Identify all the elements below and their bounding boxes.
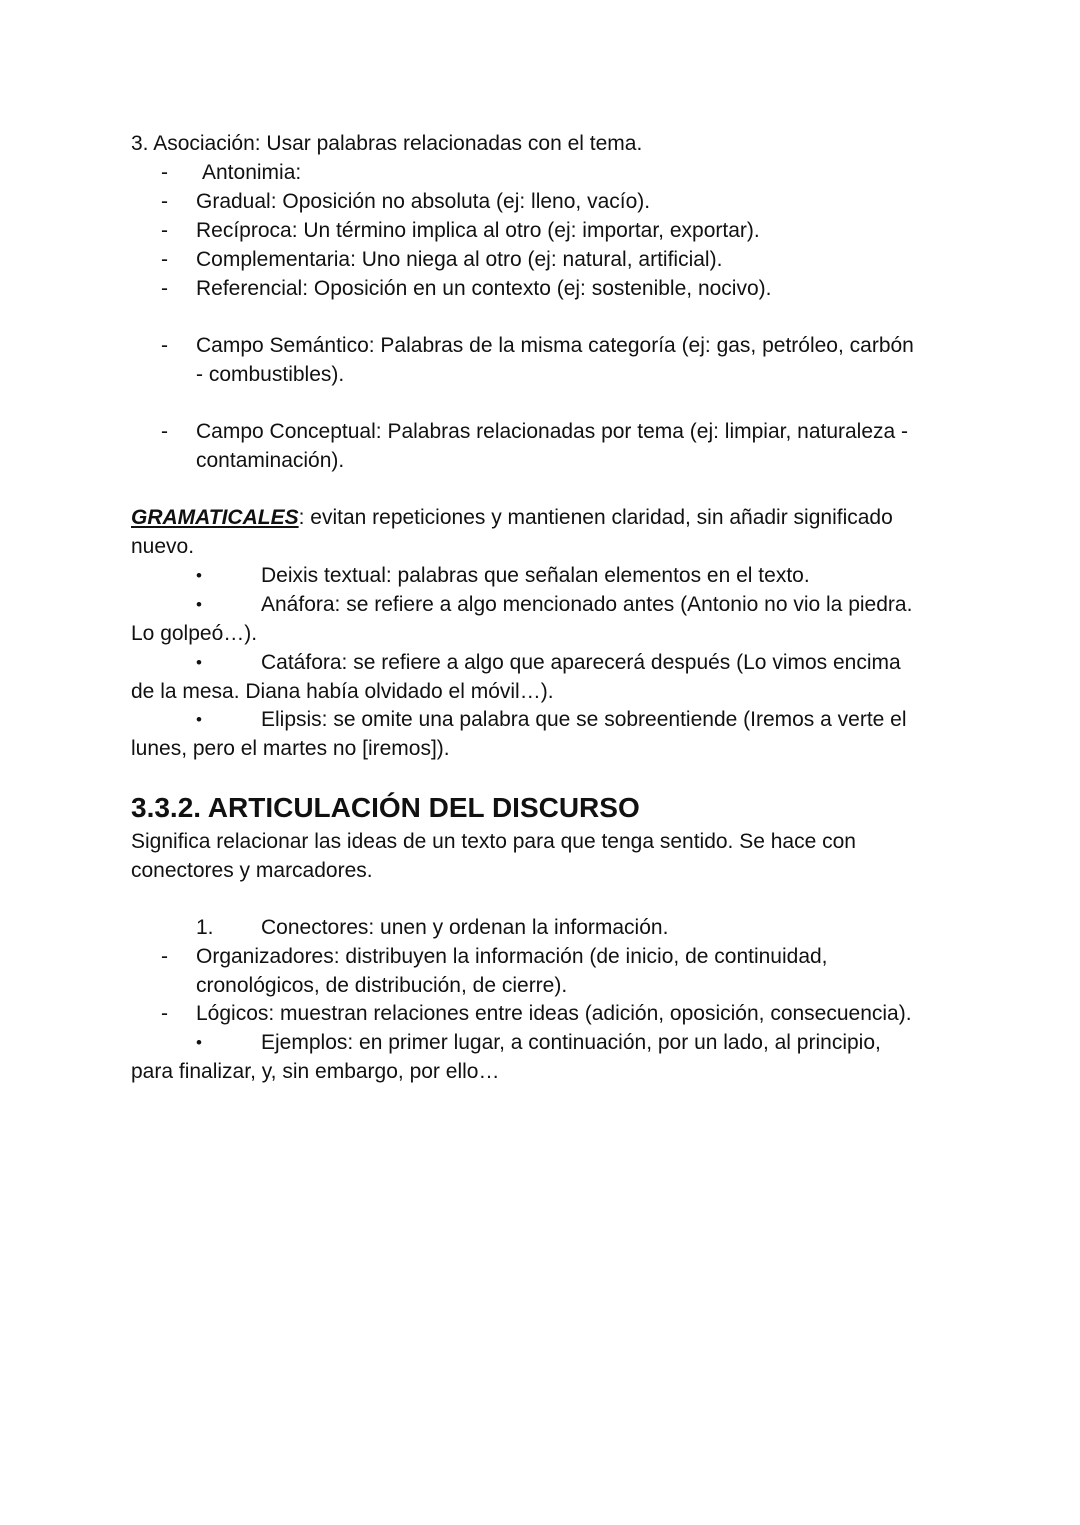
organizadores-line-2: cronológicos, de distribución, de cierre). <box>196 974 568 997</box>
list-dash: - <box>161 420 168 443</box>
list-dash: - <box>161 248 168 271</box>
ejemplos-line-1: Ejemplos: en primer lugar, a continuación, por un lado, al principio, <box>261 1031 881 1054</box>
campo-semantico-line-2: - combustibles). <box>196 363 345 386</box>
antonimia-complementaria: Complementaria: Uno niega al otro (ej: natural, artificial). <box>196 248 723 271</box>
organizadores-line-1: Organizadores: distribuyen la información (de inicio, de continuidad, <box>196 945 828 968</box>
list-dash: - <box>161 161 168 184</box>
logicos-text: Lógicos: muestran relaciones entre ideas (adición, oposición, consecuencia). <box>196 1002 912 1025</box>
anafora-line-2: Lo golpeó…). <box>131 622 258 645</box>
list-dash: - <box>161 1002 168 1025</box>
gramaticales-intro <box>131 503 893 532</box>
catafora-line-2: de la mesa. Diana había olvidado el móvil…). <box>131 680 554 703</box>
list-dash: - <box>161 945 168 968</box>
campo-conceptual-line-1: Campo Conceptual: Palabras relacionadas por tema (ej: limpiar, naturaleza - <box>196 420 909 443</box>
bullet-icon: • <box>196 595 202 614</box>
articulacion-intro-line-1: Significa relacionar las ideas de un texto para que tenga sentido. Se hace con <box>131 830 856 853</box>
conectores-number: 1. <box>196 916 214 939</box>
conectores-text: Conectores: unen y ordenan la información. <box>261 916 669 939</box>
ejemplos-line-2: para finalizar, y, sin embargo, por ello… <box>131 1060 500 1083</box>
asociacion-title: 3. Asociación: Usar palabras relacionadas con el tema. <box>131 132 643 155</box>
antonimia-gradual: Gradual: Oposición no absoluta (ej: lleno, vacío). <box>196 190 651 213</box>
list-dash: - <box>161 219 168 242</box>
list-dash: - <box>161 334 168 357</box>
list-dash: - <box>161 277 168 300</box>
antonimia-referencial: Referencial: Oposición en un contexto (ej: sostenible, nocivo). <box>196 277 772 300</box>
gramaticales-label: GRAMATICALES <box>131 506 299 529</box>
deixis-text: Deixis textual: palabras que señalan elementos en el texto. <box>261 564 810 587</box>
section-heading: 3.3.2. ARTICULACIÓN DEL DISCURSO <box>131 792 640 823</box>
elipsis-line-2: lunes, pero el martes no [iremos]). <box>131 737 450 760</box>
list-dash: - <box>161 190 168 213</box>
antonimia-label: Antonimia: <box>202 161 302 184</box>
antonimia-reciproca: Recíproca: Un término implica al otro (ej: importar, exportar). <box>196 219 760 242</box>
bullet-icon: • <box>196 653 202 672</box>
gramaticales-intro-cont: nuevo. <box>131 535 195 558</box>
campo-semantico-line-1: Campo Semántico: Palabras de la misma categoría (ej: gas, petróleo, carbón <box>196 334 914 357</box>
anafora-line-1: Anáfora: se refiere a algo mencionado antes (Antonio no vio la piedra. <box>261 593 913 616</box>
gramaticales-intro-text: : evitan repeticiones y mantienen claridad, sin añadir significado <box>298 506 893 529</box>
campo-conceptual-line-2: contaminación). <box>196 449 345 472</box>
catafora-line-1: Catáfora: se refiere a algo que aparecerá después (Lo vimos encima <box>261 651 901 674</box>
elipsis-line-1: Elipsis: se omite una palabra que se sobreentiende (Iremos a verte el <box>261 708 907 731</box>
articulacion-intro-line-2: conectores y marcadores. <box>131 859 373 882</box>
bullet-icon: • <box>196 710 202 729</box>
bullet-icon: • <box>196 1033 202 1052</box>
bullet-icon: • <box>196 566 202 585</box>
